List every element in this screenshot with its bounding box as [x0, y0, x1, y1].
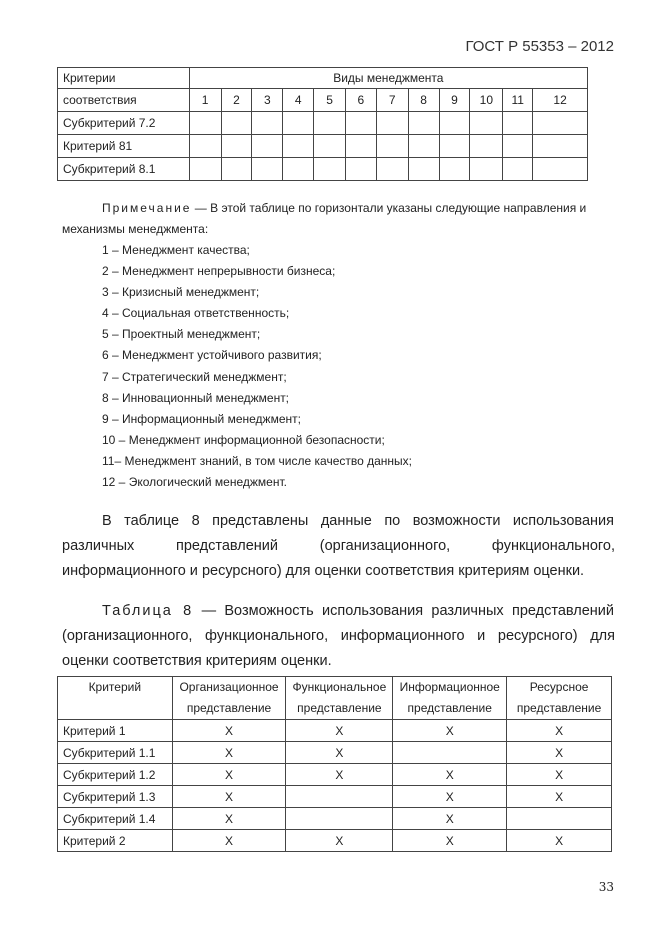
table1-col-header: 7 [376, 89, 408, 112]
caption-label: Таблица 8 [102, 603, 194, 619]
table2-cell [393, 742, 507, 764]
table1-col-header: 8 [408, 89, 439, 112]
table1-row-label: Субкритерий 8.1 [58, 158, 190, 181]
management-types-table [57, 67, 588, 181]
table-row [58, 135, 588, 158]
table2-cell: X [286, 742, 393, 764]
table2-row-label: Критерий 1 [58, 720, 173, 742]
table2-cell: X [172, 808, 286, 830]
table2-cell: X [286, 830, 393, 852]
table2-row-label: Субкритерий 1.1 [58, 742, 173, 764]
header-line: представление [186, 701, 272, 715]
table2-cell [286, 786, 393, 808]
header-line: Функциональное [292, 680, 387, 694]
table-row [58, 808, 612, 830]
header-line: представление [516, 701, 602, 715]
table2-cell: X [172, 764, 286, 786]
header-line: Информационное [399, 680, 500, 694]
list-item: 6 – Менеджмент устойчивого развития; [102, 348, 322, 362]
representations-table [57, 676, 612, 852]
table-row [58, 742, 612, 764]
table1-col-header: 1 [189, 89, 221, 112]
caption-line-3: оценки соответствия критериям оценки. [62, 653, 332, 669]
caption-line-2: (организационного, функционального, информационного и ресурсного) для [62, 628, 615, 644]
table2-cell: X [393, 720, 507, 742]
table-row [58, 786, 612, 808]
table1-row-label: Критерий 81 [58, 135, 190, 158]
table2-cell: X [393, 786, 507, 808]
table-row [58, 112, 588, 135]
table1-col-header: 4 [283, 89, 314, 112]
table2-cell: X [507, 764, 612, 786]
list-item: 2 – Менеджмент непрерывности бизнеса; [102, 264, 336, 278]
list-item: 8 – Инновационный менеджмент; [102, 391, 290, 405]
table2-row-label: Субкритерий 1.2 [58, 764, 173, 786]
table-row [58, 158, 588, 181]
table2-cell: X [507, 830, 612, 852]
table-row [58, 764, 612, 786]
list-item: 12 – Экологический менеджмент. [102, 475, 287, 489]
list-item: 4 – Социальная ответственность; [102, 306, 290, 320]
table2-cell: X [172, 830, 286, 852]
note-text: — В этой таблице по горизонтали указаны следующие направления и [191, 201, 587, 215]
note-line-1 [102, 201, 614, 215]
header-line: представление [297, 701, 382, 715]
table1-header-criteria-line2: соответствия [58, 89, 190, 112]
list-item: 5 – Проектный менеджмент; [102, 327, 261, 341]
list-item: 1 – Менеджмент качества; [102, 243, 250, 257]
table2-header-informational [393, 677, 507, 720]
table2-row-label: Субкритерий 1.3 [58, 786, 173, 808]
list-item: 10 – Менеджмент информационной безопасности; [102, 433, 385, 447]
table1-group-header: Виды менеджмента [189, 68, 587, 89]
table2-cell: X [393, 764, 507, 786]
table2-cell [507, 808, 612, 830]
table1-row-label: Субкритерий 7.2 [58, 112, 190, 135]
caption-line-1 [102, 598, 614, 624]
table2-cell: X [286, 764, 393, 786]
table2-cell: X [393, 830, 507, 852]
table-row [58, 720, 612, 742]
header-line: Ресурсное [529, 680, 589, 694]
table2-cell: X [507, 720, 612, 742]
table1-col-header: 11 [503, 89, 533, 112]
table2-row-label: Критерий 2 [58, 830, 173, 852]
note-line-2: механизмы менеджмента: [62, 222, 209, 236]
table1-col-header: 3 [252, 89, 283, 112]
page-number: 33 [598, 880, 614, 894]
table1-col-header: 6 [345, 89, 376, 112]
list-item: 7 – Стратегический менеджмент; [102, 370, 287, 384]
table2-cell [286, 808, 393, 830]
header-line: Критерий [88, 680, 142, 694]
header-line: представление [407, 701, 492, 715]
table2-cell: X [393, 808, 507, 830]
table2-header-organizational [172, 677, 286, 720]
paragraph-line-1: В таблице 8 представлены данные по возможности использования [102, 513, 614, 529]
table1-col-header: 2 [221, 89, 252, 112]
document-header: ГОСТ Р 55353 – 2012 [465, 38, 614, 55]
table1-header-criteria-line1: Критерии [58, 68, 190, 89]
list-item: 3 – Кризисный менеджмент; [102, 285, 260, 299]
table2-header-functional [286, 677, 393, 720]
table2-cell: X [286, 720, 393, 742]
table-row [58, 830, 612, 852]
table2-cell: X [172, 742, 286, 764]
table2-row-label: Субкритерий 1.4 [58, 808, 173, 830]
table2-cell: X [172, 720, 286, 742]
caption-title: — Возможность использования различных представлений [193, 603, 614, 619]
table1-col-header: 5 [314, 89, 346, 112]
list-item: 11– Менеджмент знаний, в том числе качество данных; [102, 454, 412, 468]
note-label: Примечание [102, 201, 192, 215]
header-line: Организационное [179, 680, 279, 694]
table2-cell: X [172, 786, 286, 808]
table1-col-header: 12 [533, 89, 588, 112]
paragraph-line-2: различных представлений (организационного, функционального, [62, 538, 615, 554]
table1-col-header: 10 [470, 89, 503, 112]
table2-header-resource [507, 677, 612, 720]
table2-header-criteria [58, 677, 173, 720]
table2-cell: X [507, 742, 612, 764]
table1-col-header: 9 [439, 89, 470, 112]
table2-cell: X [507, 786, 612, 808]
paragraph-line-3: информационного и ресурсного) для оценки соответствия критериям оценки. [62, 563, 585, 579]
list-item: 9 – Информационный менеджмент; [102, 412, 301, 426]
